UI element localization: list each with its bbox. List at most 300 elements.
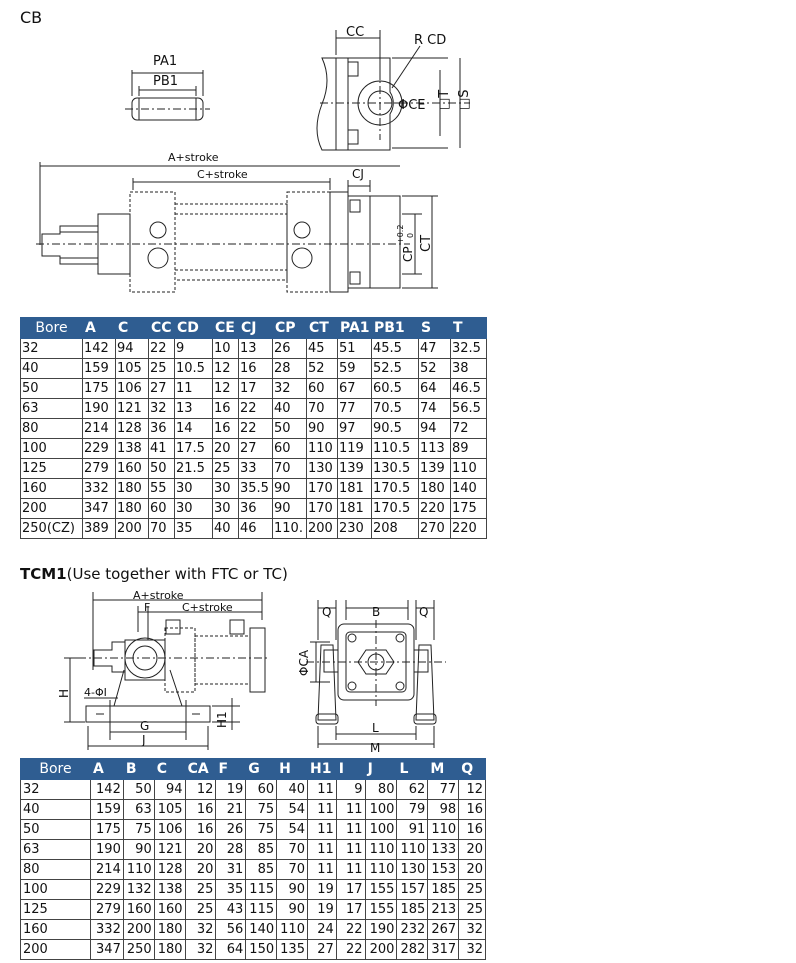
table-cell: 94 [419, 419, 451, 439]
table-cell: 11 [175, 379, 213, 399]
table-cell: 279 [90, 900, 123, 920]
tcm-header-cell: F [216, 759, 246, 780]
table-cell: 16 [239, 359, 273, 379]
cb-header-cell: C [116, 318, 149, 339]
table-cell: 90 [277, 880, 308, 900]
table-cell: 21.5 [175, 459, 213, 479]
pb1-label: PB1 [153, 74, 179, 89]
table-cell: 20 [213, 439, 239, 459]
table-cell: 175 [90, 820, 123, 840]
table-cell: 347 [83, 499, 116, 519]
tcm-header-cell: B [123, 759, 154, 780]
table-cell: 11 [336, 860, 365, 880]
table-cell: 110 [277, 920, 308, 940]
table-cell: 180 [419, 479, 451, 499]
table-cell: 133 [428, 840, 459, 860]
table-cell: 190 [90, 840, 123, 860]
table-cell: 200 [21, 940, 91, 960]
table-cell: 180 [154, 920, 185, 940]
table-row [21, 940, 486, 960]
table-cell: 20 [185, 840, 216, 860]
table-row [21, 499, 487, 519]
table-cell: 60 [149, 499, 175, 519]
ce-label: ΦCE [398, 98, 426, 113]
table-row [21, 920, 486, 940]
cc-label: CC [346, 25, 365, 40]
table-cell: 77 [338, 399, 372, 419]
table-cell: 100 [21, 880, 91, 900]
h1-label: H1 [215, 711, 229, 728]
table-cell: 60 [246, 780, 277, 800]
table-cell: 200 [21, 499, 83, 519]
table-cell: 22 [149, 339, 175, 359]
table-cell: 50 [21, 820, 91, 840]
table-cell: 90 [307, 419, 338, 439]
cb-header-cell: CJ [239, 318, 273, 339]
t-label: □T [437, 89, 452, 110]
tcm-title-bold: TCM1 [20, 565, 67, 583]
table-cell: 9 [336, 780, 365, 800]
table-cell: 45 [307, 339, 338, 359]
table-cell: 32 [273, 379, 307, 399]
table-cell: 46 [239, 519, 273, 539]
table-cell: 13 [239, 339, 273, 359]
table-cell: 75 [246, 800, 277, 820]
table-cell: 229 [90, 880, 123, 900]
table-cell: 214 [83, 419, 116, 439]
table-cell: 159 [90, 800, 123, 820]
table-cell: 16 [459, 800, 486, 820]
table-cell: 208 [372, 519, 419, 539]
table-cell: 110 [451, 459, 487, 479]
table-cell: 130 [397, 860, 428, 880]
table-cell: 100 [365, 820, 397, 840]
table-cell: 19 [307, 900, 336, 920]
table-cell: 214 [90, 860, 123, 880]
table-cell: 142 [83, 339, 116, 359]
four-phi-label: 4-ΦI [84, 686, 107, 699]
table-cell: 17 [239, 379, 273, 399]
table-cell: 282 [397, 940, 428, 960]
l-label: L [372, 721, 379, 735]
table-cell: 220 [419, 499, 451, 519]
table-cell: 90 [123, 840, 154, 860]
table-row [21, 800, 486, 820]
table-cell: 332 [90, 920, 123, 940]
tcm-header-cell: Bore [21, 759, 91, 780]
c-stroke-label: C+stroke [197, 168, 248, 181]
table-cell: 270 [419, 519, 451, 539]
table-cell: 70 [277, 860, 308, 880]
table-cell: 52 [419, 359, 451, 379]
table-cell: 64 [419, 379, 451, 399]
tcm-title-rest: (Use together with FTC or TC) [66, 565, 288, 583]
trunnion-side-drawing [64, 592, 270, 750]
table-cell: 32 [459, 920, 486, 940]
g-label: G [140, 719, 150, 733]
table-cell: 32 [459, 940, 486, 960]
table-cell: 170.5 [372, 479, 419, 499]
table-row [21, 880, 486, 900]
table-cell: 25 [185, 900, 216, 920]
table-cell: 180 [154, 940, 185, 960]
table-cell: 70 [273, 459, 307, 479]
table-cell: 12 [213, 359, 239, 379]
table-cell: 110 [397, 840, 428, 860]
table-cell: 79 [397, 800, 428, 820]
q-left-label: Q [322, 605, 332, 619]
cb-header-cell: T [451, 318, 487, 339]
table-cell: 28 [216, 840, 246, 860]
table-cell: 140 [451, 479, 487, 499]
table-cell: 135 [277, 940, 308, 960]
a-stroke-label: A+stroke [168, 151, 219, 164]
table-cell: 232 [397, 920, 428, 940]
tcm-header-cell: J [365, 759, 397, 780]
table-cell: 155 [365, 880, 397, 900]
tcm-header-cell: H1 [307, 759, 336, 780]
table-cell: 35.5 [239, 479, 273, 499]
table-cell: 90 [273, 499, 307, 519]
table-cell: 125 [21, 459, 83, 479]
table-cell: 110 [123, 860, 154, 880]
table-cell: 250 [123, 940, 154, 960]
table-cell: 175 [451, 499, 487, 519]
cb-dimension-table [20, 317, 487, 539]
table-cell: 60 [273, 439, 307, 459]
table-row [21, 439, 487, 459]
table-cell: 200 [365, 940, 397, 960]
table-cell: 40 [21, 800, 91, 820]
table-cell: 55 [149, 479, 175, 499]
table-cell: 50 [273, 419, 307, 439]
table-cell: 115 [246, 880, 277, 900]
table-cell: 115 [246, 900, 277, 920]
table-cell: 35 [175, 519, 213, 539]
table-cell: 279 [83, 459, 116, 479]
table-cell: 47 [419, 339, 451, 359]
table-cell: 31 [216, 860, 246, 880]
table-cell: 128 [116, 419, 149, 439]
rcd-label: R CD [414, 33, 447, 48]
table-cell: 157 [397, 880, 428, 900]
table-cell: 25 [185, 880, 216, 900]
table-cell: 46.5 [451, 379, 487, 399]
tcm-drawings [0, 580, 796, 755]
table-cell: 70.5 [372, 399, 419, 419]
cb-header-cell: A [83, 318, 116, 339]
table-cell: 30 [175, 479, 213, 499]
table-cell: 30 [213, 479, 239, 499]
table-cell: 14 [175, 419, 213, 439]
table-cell: 11 [307, 780, 336, 800]
cb-header-cell: CT [307, 318, 338, 339]
table-cell: 170 [307, 499, 338, 519]
table-cell: 17.5 [175, 439, 213, 459]
table-cell: 20 [459, 840, 486, 860]
table-cell: 51 [338, 339, 372, 359]
table-cell: 11 [336, 840, 365, 860]
table-cell: 50 [21, 379, 83, 399]
table-cell: 26 [273, 339, 307, 359]
cp-label: CP [401, 246, 415, 262]
table-cell: 45.5 [372, 339, 419, 359]
table-cell: 220 [451, 519, 487, 539]
table-cell: 80 [21, 860, 91, 880]
table-cell: 89 [451, 439, 487, 459]
table-cell: 30 [175, 499, 213, 519]
table-cell: 16 [213, 419, 239, 439]
table-cell: 19 [216, 780, 246, 800]
table-cell: 185 [397, 900, 428, 920]
table-cell: 128 [154, 860, 185, 880]
table-cell: 160 [154, 900, 185, 920]
table-cell: 32 [185, 920, 216, 940]
table-cell: 36 [149, 419, 175, 439]
table-cell: 121 [116, 399, 149, 419]
table-cell: 32 [21, 339, 83, 359]
table-cell: 125 [21, 900, 91, 920]
table-row [21, 519, 487, 539]
table-cell: 110.5 [372, 439, 419, 459]
table-cell: 54 [277, 820, 308, 840]
table-cell: 16 [185, 820, 216, 840]
tcm-table-header [21, 759, 486, 780]
m-label: M [370, 741, 381, 755]
table-cell: 70 [277, 840, 308, 860]
table-cell: 32.5 [451, 339, 487, 359]
tcm-header-cell: I [336, 759, 365, 780]
table-cell: 40 [277, 780, 308, 800]
tcm-dimension-table [20, 758, 486, 960]
table-cell: 213 [428, 900, 459, 920]
cb-header-cell: PB1 [372, 318, 419, 339]
table-cell: 25 [213, 459, 239, 479]
table-row [21, 399, 487, 419]
table-row [21, 339, 487, 359]
table-cell: 150 [246, 940, 277, 960]
table-cell: 138 [116, 439, 149, 459]
cb-table-header [21, 318, 487, 339]
table-cell: 22 [336, 940, 365, 960]
table-cell: 32 [149, 399, 175, 419]
table-cell: 90 [277, 900, 308, 920]
table-cell: 180 [116, 499, 149, 519]
table-cell: 110 [307, 439, 338, 459]
table-cell: 100 [365, 800, 397, 820]
table-row [21, 780, 486, 800]
table-cell: 33 [239, 459, 273, 479]
table-cell: 347 [90, 940, 123, 960]
cb-header-cell: CP [273, 318, 307, 339]
table-cell: 60 [307, 379, 338, 399]
table-cell: 40 [21, 359, 83, 379]
table-row [21, 840, 486, 860]
table-cell: 17 [336, 900, 365, 920]
table-cell: 200 [116, 519, 149, 539]
cb-section-title: CB [20, 8, 43, 27]
f-label: F [144, 601, 151, 614]
table-cell: 12 [213, 379, 239, 399]
table-cell: 20 [185, 860, 216, 880]
table-cell: 11 [307, 820, 336, 840]
table-cell: 12 [459, 780, 486, 800]
table-cell: 22 [239, 399, 273, 419]
table-cell: 11 [336, 820, 365, 840]
table-cell: 110 [428, 820, 459, 840]
table-cell: 12 [185, 780, 216, 800]
table-cell: 90 [273, 479, 307, 499]
tcm-header-cell: M [428, 759, 459, 780]
table-cell: 139 [419, 459, 451, 479]
table-cell: 181 [338, 479, 372, 499]
cp-tol-low: 0 [406, 232, 415, 238]
table-row [21, 419, 487, 439]
j-label: J [142, 733, 146, 747]
table-cell: 11 [307, 840, 336, 860]
table-cell: 50 [123, 780, 154, 800]
table-cell: 153 [428, 860, 459, 880]
table-cell: 138 [154, 880, 185, 900]
table-cell: 63 [123, 800, 154, 820]
table-cell: 22 [336, 920, 365, 940]
table-cell: 10.5 [175, 359, 213, 379]
table-cell: 110 [365, 840, 397, 860]
table-cell: 97 [338, 419, 372, 439]
table-cell: 175 [83, 379, 116, 399]
table-cell: 91 [397, 820, 428, 840]
table-cell: 94 [154, 780, 185, 800]
table-cell: 70 [307, 399, 338, 419]
table-cell: 43 [216, 900, 246, 920]
table-cell: 159 [83, 359, 116, 379]
table-cell: 16 [185, 800, 216, 820]
table-cell: 105 [116, 359, 149, 379]
table-cell: 160 [21, 920, 91, 940]
table-cell: 250(CZ) [21, 519, 83, 539]
table-cell: 36 [239, 499, 273, 519]
table-cell: 19 [307, 880, 336, 900]
table-cell: 113 [419, 439, 451, 459]
table-cell: 40 [213, 519, 239, 539]
table-cell: 60.5 [372, 379, 419, 399]
table-cell: 85 [246, 840, 277, 860]
table-cell: 190 [83, 399, 116, 419]
table-cell: 32 [185, 940, 216, 960]
tcm-header-cell: H [277, 759, 308, 780]
table-cell: 11 [307, 860, 336, 880]
table-cell: 11 [307, 800, 336, 820]
q-right-label: Q [419, 605, 429, 619]
pa1-label: PA1 [153, 54, 178, 69]
table-cell: 105 [154, 800, 185, 820]
table-cell: 267 [428, 920, 459, 940]
table-cell: 16 [459, 820, 486, 840]
table-cell: 52.5 [372, 359, 419, 379]
table-cell: 160 [116, 459, 149, 479]
cb-header-cell: CE [213, 318, 239, 339]
cb-header-cell: Bore [21, 318, 83, 339]
tcm-a-stroke-label: A+stroke [133, 589, 184, 602]
table-cell: 130.5 [372, 459, 419, 479]
table-cell: 22 [239, 419, 273, 439]
table-cell: 160 [123, 900, 154, 920]
table-row [21, 820, 486, 840]
table-cell: 160 [21, 479, 83, 499]
cb-header-cell: CD [175, 318, 213, 339]
cb-header-cell: PA1 [338, 318, 372, 339]
h-label: H [57, 688, 71, 698]
table-cell: 21 [216, 800, 246, 820]
table-cell: 28 [273, 359, 307, 379]
table-cell: 139 [338, 459, 372, 479]
table-cell: 50 [149, 459, 175, 479]
table-cell: 62 [397, 780, 428, 800]
table-cell: 17 [336, 880, 365, 900]
table-cell: 180 [116, 479, 149, 499]
table-cell: 52 [307, 359, 338, 379]
table-cell: 110 [365, 860, 397, 880]
table-cell: 56.5 [451, 399, 487, 419]
ct-label: CT [419, 234, 434, 252]
table-row [21, 860, 486, 880]
table-cell: 80 [365, 780, 397, 800]
table-cell: 170.5 [372, 499, 419, 519]
table-cell: 10 [213, 339, 239, 359]
table-cell: 13 [175, 399, 213, 419]
table-cell: 70 [149, 519, 175, 539]
table-cell: 332 [83, 479, 116, 499]
table-cell: 38 [451, 359, 487, 379]
table-cell: 9 [175, 339, 213, 359]
table-cell: 98 [428, 800, 459, 820]
table-cell: 72 [451, 419, 487, 439]
table-cell: 94 [116, 339, 149, 359]
table-cell: 130 [307, 459, 338, 479]
s-label: □S [457, 89, 472, 110]
tcm-header-cell: L [397, 759, 428, 780]
table-cell: 11 [336, 800, 365, 820]
table-cell: 110. [273, 519, 307, 539]
table-cell: 140 [246, 920, 277, 940]
table-cell: 85 [246, 860, 277, 880]
b-label: B [372, 605, 381, 619]
table-cell: 317 [428, 940, 459, 960]
table-cell: 181 [338, 499, 372, 519]
table-cell: 32 [21, 780, 91, 800]
table-cell: 20 [459, 860, 486, 880]
cb-header-cell: S [419, 318, 451, 339]
table-cell: 27 [239, 439, 273, 459]
table-cell: 142 [90, 780, 123, 800]
cb-header-cell: CC [149, 318, 175, 339]
tcm-header-cell: G [246, 759, 277, 780]
tcm-header-cell: C [154, 759, 185, 780]
table-cell: 26 [216, 820, 246, 840]
table-row [21, 900, 486, 920]
table-cell: 230 [338, 519, 372, 539]
table-cell: 80 [21, 419, 83, 439]
table-cell: 106 [116, 379, 149, 399]
table-cell: 54 [277, 800, 308, 820]
table-row [21, 359, 487, 379]
table-cell: 389 [83, 519, 116, 539]
table-cell: 100 [21, 439, 83, 459]
table-cell: 74 [419, 399, 451, 419]
table-cell: 59 [338, 359, 372, 379]
table-cell: 185 [428, 880, 459, 900]
tcm-header-cell: CA [185, 759, 216, 780]
